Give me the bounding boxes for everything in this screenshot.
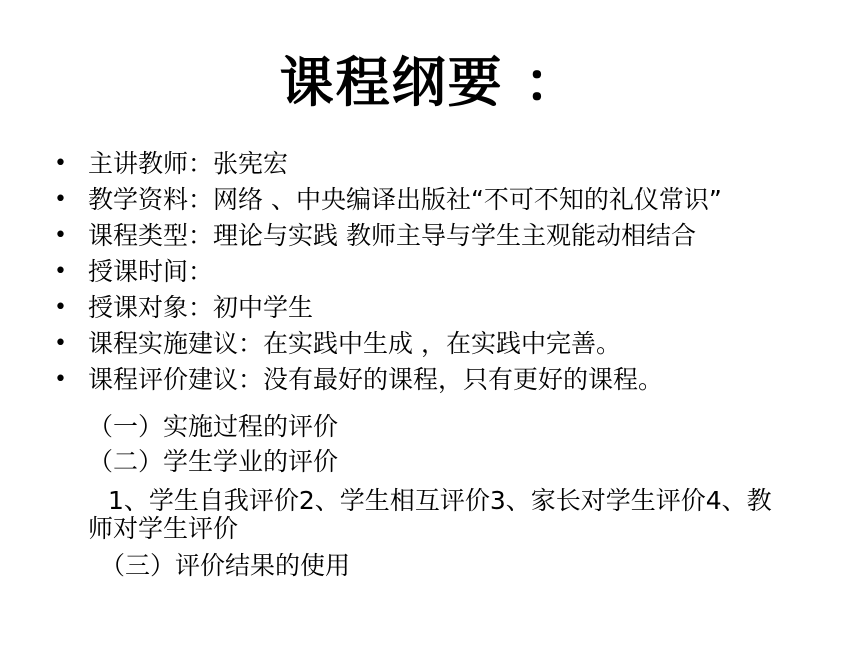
bullet-text: 授课对象：初中学生 (88, 293, 314, 322)
bullet-item-time (50, 258, 800, 286)
bullet-dot-icon: • (54, 187, 67, 212)
bullet-dot-icon: • (54, 259, 67, 284)
bullet-text: 授课时间： (88, 257, 214, 286)
bullet-item-implementation (50, 330, 800, 358)
sub-line-process-evaluation: （一）实施过程的评价 (88, 412, 339, 441)
bullet-list (50, 150, 800, 402)
bullet-text: 课程类型：理论与实践 教师主导与学生主观能动相结合 (88, 221, 696, 250)
bullet-text: 教学资料：网络 、中央编译出版社“不可不知的礼仪常识” (88, 185, 722, 214)
bullet-item-materials (50, 186, 800, 214)
bullet-item-teacher (50, 150, 800, 178)
sub-line-evaluation-methods: 1、学生自我评价2、学生相互评价3、家长对学生评价4、教师对学生评价 (88, 486, 772, 543)
bullet-dot-icon: • (54, 295, 67, 320)
bullet-dot-icon: • (54, 367, 67, 392)
sub-line-result-usage: （三）评价结果的使用 (100, 551, 351, 580)
sub-line-academic-evaluation: （二）学生学业的评价 (88, 447, 339, 476)
bullet-item-course-type (50, 222, 800, 250)
bullet-text: 主讲教师：张宪宏 (88, 149, 289, 178)
bullet-dot-icon: • (54, 331, 67, 356)
bullet-dot-icon: • (54, 223, 67, 248)
bullet-dot-icon: • (54, 151, 67, 176)
bullet-item-audience (50, 294, 800, 322)
slide-title: 课程纲要 ： (279, 51, 581, 114)
evaluation-details (88, 413, 788, 580)
bullet-text: 课程评价建议：没有最好的课程，只有更好的课程。 (88, 365, 664, 394)
bullet-text: 课程实施建议：在实践中生成 ，在实践中完善。 (88, 329, 621, 358)
bullet-item-evaluation (50, 366, 800, 394)
